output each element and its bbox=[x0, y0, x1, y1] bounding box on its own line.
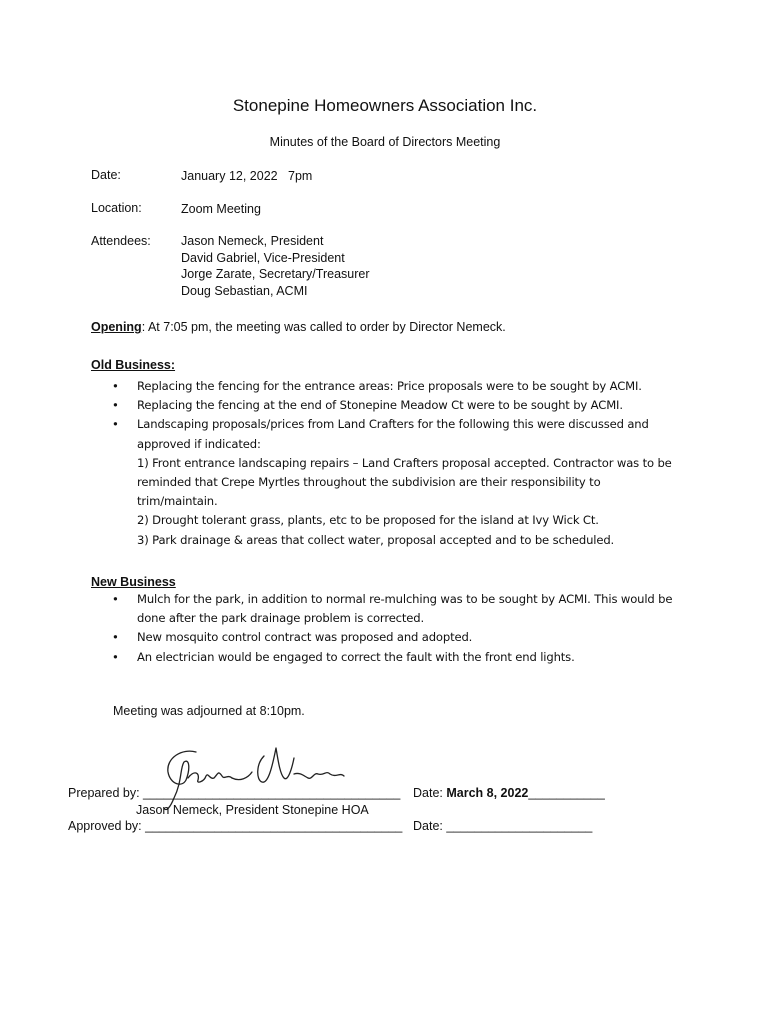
sub-item: 3) Park drainage & areas that collect water, proposal accepted and to be scheduled. bbox=[137, 532, 615, 547]
bullet-icon: • bbox=[112, 592, 119, 606]
prepared-by-row bbox=[68, 786, 400, 800]
bullet-icon: • bbox=[112, 379, 119, 393]
approved-date-line: _____________________ bbox=[446, 819, 593, 833]
list-item: • New mosquito control contract was proposed and adopted. bbox=[112, 628, 682, 647]
bullet-icon: • bbox=[112, 417, 119, 432]
date-label: Date: bbox=[91, 168, 121, 182]
attendees-label: Attendees: bbox=[91, 234, 151, 248]
bullet-icon: • bbox=[112, 630, 119, 645]
prepared-date-value: March 8, 2022 bbox=[446, 786, 529, 800]
approved-date-row bbox=[413, 819, 592, 833]
attendee: David Gabriel, Vice-President bbox=[181, 250, 345, 265]
attendee: Doug Sebastian, ACMI bbox=[181, 283, 308, 298]
new-business-heading: New Business bbox=[91, 575, 176, 589]
old-business-list bbox=[112, 377, 682, 550]
opening-paragraph bbox=[91, 320, 506, 334]
approved-by-row bbox=[68, 819, 402, 833]
attendee: Jorge Zarate, Secretary/Treasurer bbox=[181, 267, 370, 281]
list-item: • Replacing the fencing for the entrance areas: Price proposals were to be sought by ACMI. bbox=[112, 377, 682, 396]
list-item: • Landscaping proposals/prices from Land Crafters for the following this were discussed and approved if indicated: 1) Front entrance landscaping repairs – Land Crafters proposal accepted. Contractor was to be reminded that Crepe Myrtles throughout the subdivision are their responsibility to trim/maintain. 2) Drought tolerant grass, plants, etc to be proposed for the island at Ivy Wick Ct. 3) Park drainage & areas that collect water, proposal accepted and to be scheduled. bbox=[112, 415, 682, 549]
prepared-date-row bbox=[413, 786, 605, 800]
bullet-icon: • bbox=[112, 398, 119, 413]
attendee: Jason Nemeck, President bbox=[181, 234, 324, 248]
prepared-date-line: ___________ bbox=[528, 786, 605, 800]
sub-item: 1) Front entrance landscaping repairs – Land Crafters proposal accepted. Contractor was to be reminded that Crepe Myrtles throughout the subdivision are their responsibility to trim/maintain. bbox=[137, 455, 672, 509]
prepared-by-line: _____________________________________ bbox=[143, 786, 401, 800]
approved-by-line: _____________________________________ bbox=[145, 819, 403, 833]
document-subtitle: Minutes of the Board of Directors Meeting bbox=[269, 135, 501, 149]
list-item: • Replacing the fencing at the end of Stonepine Meadow Ct were to be sought by ACMI. bbox=[112, 396, 682, 415]
opening-label: Opening bbox=[91, 320, 142, 334]
sub-item: 2) Drought tolerant grass, plants, etc to be proposed for the island at Ivy Wick Ct. bbox=[137, 513, 599, 528]
prepared-by-label: Prepared by: bbox=[68, 786, 144, 800]
date-value: January 12, 2022 7pm bbox=[181, 169, 313, 183]
attendees-list bbox=[181, 233, 370, 299]
list-item: • Mulch for the park, in addition to normal re-mulching was to be sought by ACMI. This would be done after the park drainage problem is corrected. bbox=[112, 592, 673, 626]
approved-date-label: Date: bbox=[413, 819, 447, 833]
bullet-icon: • bbox=[112, 649, 119, 664]
prepared-by-name: Jason Nemeck, President Stonepine HOA bbox=[136, 803, 369, 817]
location-label: Location: bbox=[91, 201, 142, 215]
document-title: Stonepine Homeowners Association Inc. bbox=[232, 96, 538, 115]
prepared-date-label: Date: bbox=[413, 786, 447, 800]
approved-by-label: Approved by: bbox=[68, 819, 146, 833]
list-item: • An electrician would be engaged to correct the fault with the front end lights. bbox=[112, 648, 682, 667]
old-business-heading: Old Business: bbox=[91, 358, 176, 372]
new-business-list bbox=[112, 590, 682, 667]
location-value: Zoom Meeting bbox=[181, 202, 261, 216]
adjourned-text: Meeting was adjourned at 8:10pm. bbox=[113, 704, 305, 718]
opening-text: : At 7:05 pm, the meeting was called to order by Director Nemeck. bbox=[141, 320, 506, 334]
